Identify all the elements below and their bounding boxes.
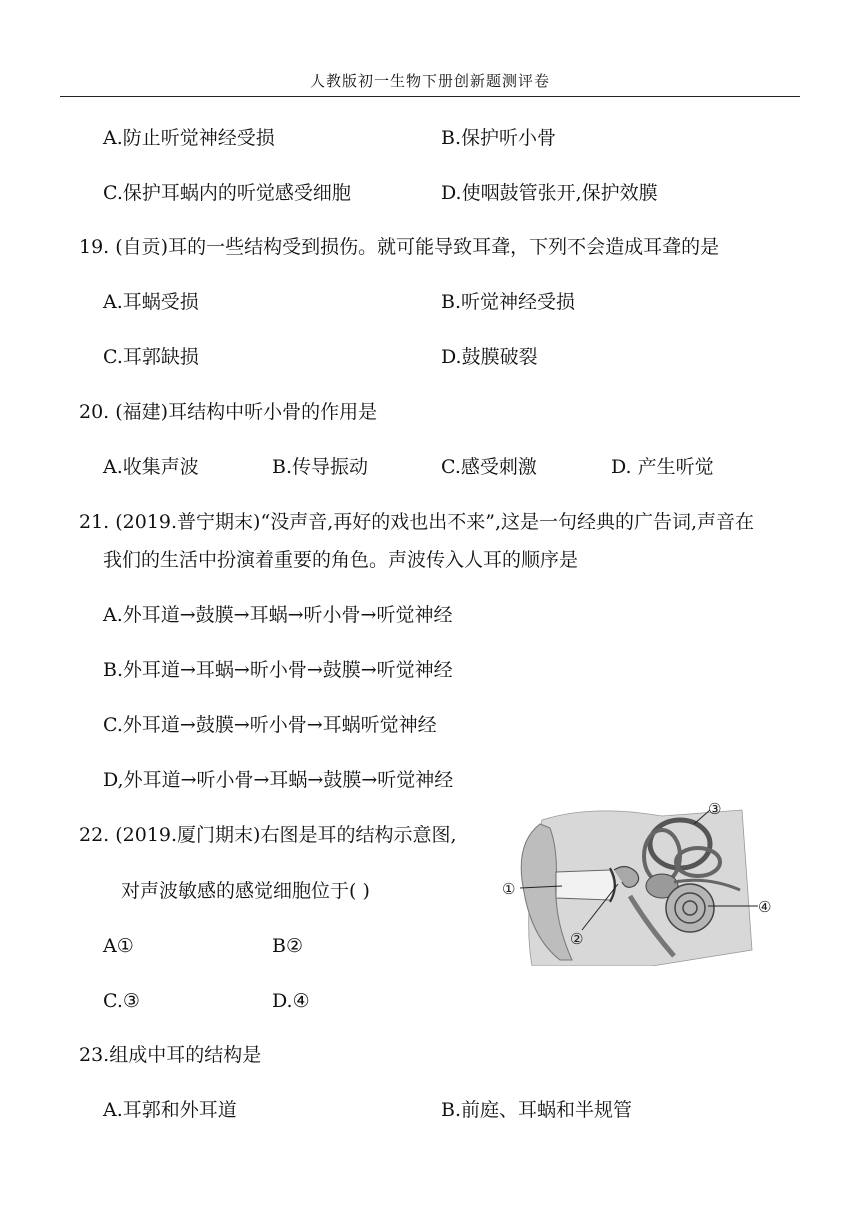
q20-option-b: B.传导振动 xyxy=(272,456,369,478)
q18-option-a: A.防止听觉神经受损 xyxy=(103,127,275,149)
q20-stem: 20. (福建)耳结构中听小骨的作用是 xyxy=(79,401,378,423)
q22-option-c: C.③ xyxy=(103,990,140,1012)
q19-option-a: A.耳蜗受损 xyxy=(103,291,199,313)
q21-option-b: B.外耳道→耳蜗→昕小骨→鼓膜→听觉神经 xyxy=(103,659,453,681)
q21-option-c: C.外耳道→鼓膜→听小骨→耳蜗听觉神经 xyxy=(103,714,437,736)
q23-stem: 23.组成中耳的结构是 xyxy=(79,1044,262,1066)
cochlea-outer xyxy=(666,884,714,932)
ear-structure-diagram xyxy=(502,800,778,966)
q18-option-b: B.保护听小骨 xyxy=(441,127,557,149)
q21-option-d: D,外耳道→听小骨→耳蜗→鼓膜→听觉神经 xyxy=(103,769,454,791)
q21-stem-line2: 我们的生活中扮演着重要的角色。声波传入人耳的顺序是 xyxy=(103,549,579,571)
q20-option-a: A.收集声波 xyxy=(103,456,199,478)
q19-option-d: D.鼓膜破裂 xyxy=(441,346,538,368)
q21-stem-line1: 21. (2019.普宁期末)“没声音,再好的戏也出不来”,这是一句经典的广告词,声音在 xyxy=(79,511,755,533)
header-rule xyxy=(60,96,800,97)
q22-option-a: A① xyxy=(103,935,134,957)
q19-option-c: C.耳郭缺损 xyxy=(103,346,199,368)
figure-label-3: ③ xyxy=(708,800,722,818)
q22-option-d: D.④ xyxy=(272,990,310,1012)
q20-option-d: D. 产生听觉 xyxy=(611,456,714,478)
q22-option-b: B② xyxy=(272,935,303,957)
page-header: 人教版初一生物下册创新题测评卷 xyxy=(309,72,550,90)
q19-option-b: B.听觉神经受损 xyxy=(441,291,576,313)
q20-option-c: C.感受刺激 xyxy=(441,456,537,478)
figure-label-4: ④ xyxy=(758,898,772,916)
ear-canal xyxy=(556,870,614,900)
q18-option-c: C.保护耳蜗内的听觉感受细胞 xyxy=(103,182,351,204)
q23-option-b: B.前庭、耳蜗和半规管 xyxy=(441,1099,633,1121)
figure-label-2: ② xyxy=(570,930,584,948)
figure-label-1: ① xyxy=(502,880,516,898)
q23-option-a: A.耳郭和外耳道 xyxy=(103,1099,237,1121)
q18-option-d: D.使咽鼓管张开,保护效膜 xyxy=(441,182,658,204)
q19-stem: 19. (自贡)耳的一些结构受到损伤。就可能导致耳聋，下列不会造成耳聋的是 xyxy=(79,236,720,258)
q22-stem-line1: 22. (2019.厦门期末)右图是耳的结构示意图, xyxy=(79,824,457,846)
q21-option-a: A.外耳道→鼓膜→耳蜗→听小骨→听觉神经 xyxy=(103,604,453,626)
q22-stem-line2: 对声波敏感的感觉细胞位于( ) xyxy=(121,880,370,902)
